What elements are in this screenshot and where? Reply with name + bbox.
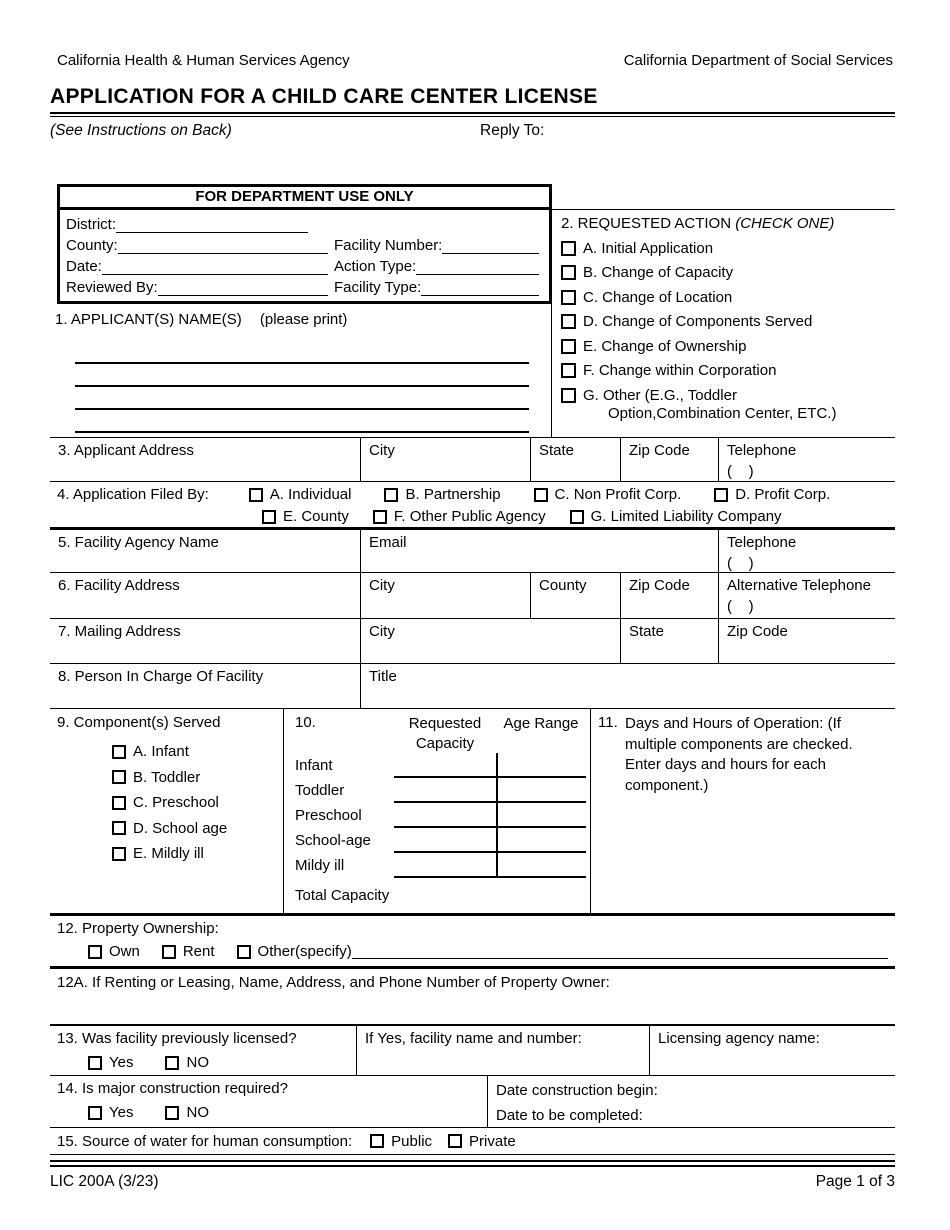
own-checkbox[interactable] — [88, 945, 102, 959]
other-action-checkbox[interactable] — [561, 388, 576, 403]
if-yes-facility-cell[interactable] — [356, 1026, 649, 1075]
infant-age-range-field[interactable] — [496, 753, 586, 778]
requested-action-header — [561, 215, 895, 232]
facility-telephone-paren: ( ) — [727, 555, 754, 572]
title-rule — [50, 112, 895, 117]
individual-checkbox[interactable] — [249, 488, 263, 502]
construction-dates-cell[interactable] — [487, 1076, 895, 1127]
action-option-change-ownership — [561, 338, 895, 355]
days-hours-section[interactable] — [590, 709, 895, 913]
mildly-ill-checkbox[interactable] — [112, 847, 126, 861]
action-option-change-components — [561, 313, 895, 330]
action-type-field-blank[interactable] — [416, 259, 539, 275]
mailing-zip-label: Zip Code — [727, 623, 788, 640]
partnership-checkbox[interactable] — [384, 488, 398, 502]
individual-label: A. Individual — [269, 486, 352, 503]
property-owner-label: 12A. If Renting or Leasing, Name, Address, and Phone Number of Property Owner: — [57, 974, 610, 991]
construction-begin-label: Date construction begin: — [496, 1082, 658, 1099]
public-agency-label: F. Other Public Agency — [393, 508, 546, 525]
partnership-label: B. Partnership — [405, 486, 501, 503]
water-public-option — [370, 1133, 432, 1150]
prev-licensed-yes-label: Yes — [109, 1054, 134, 1071]
preschool-age-range-field[interactable] — [496, 803, 586, 828]
capacity-row-preschool — [284, 803, 590, 828]
mailing-state-label: State — [629, 623, 665, 640]
capacity-section-number: 10. — [295, 714, 316, 731]
applicant-telephone-label: Telephone — [727, 442, 797, 459]
facility-number-label: Facility Number: — [334, 237, 443, 254]
days-hours-number: 11. — [598, 714, 618, 731]
infant-capacity-field[interactable] — [394, 753, 496, 778]
components-served-section — [50, 709, 283, 913]
department-use-box — [57, 184, 552, 304]
facility-city-label: City — [369, 577, 395, 594]
property-ownership-label: 12. Property Ownership: — [57, 920, 219, 937]
top-section — [50, 184, 895, 437]
rent-option — [162, 943, 215, 960]
capacity-infant-label: Infant — [295, 757, 333, 774]
toddler-checkbox[interactable] — [112, 770, 126, 784]
water-source-label: 15. Source of water for human consumption: — [57, 1132, 353, 1150]
agency-name: California Health & Human Services Agency — [57, 52, 350, 69]
preschool-capacity-field[interactable] — [394, 803, 496, 828]
component-preschool — [112, 794, 283, 811]
requested-action-section — [552, 209, 895, 437]
llc-checkbox[interactable] — [570, 510, 584, 524]
action-type-label: Action Type: — [334, 258, 417, 275]
county-label: County: — [66, 237, 118, 254]
applicant-state-label: State — [539, 442, 575, 459]
facility-type-field-blank[interactable] — [421, 280, 539, 296]
component-school-age — [112, 820, 283, 837]
county-row — [66, 233, 539, 254]
mailing-address-label: 7. Mailing Address — [58, 623, 181, 640]
form-number: LIC 200A (3/23) — [50, 1173, 159, 1190]
preschool-label: C. Preschool — [133, 794, 219, 811]
water-source-row — [50, 1127, 895, 1155]
filed-by-llc — [570, 508, 782, 525]
county-field-blank[interactable] — [118, 238, 328, 254]
own-label: Own — [109, 943, 140, 960]
capacity-toddler-label: Toddler — [295, 782, 345, 799]
prev-licensed-yes-checkbox[interactable] — [88, 1056, 102, 1070]
capacity-row-infant — [284, 753, 590, 778]
nonprofit-label: C. Non Profit Corp. — [554, 486, 682, 503]
filed-by-individual — [249, 486, 352, 503]
applicant-names-label: 1. APPLICANT(S) NAME(S) — [55, 311, 242, 328]
capacity-row-school-age — [284, 828, 590, 853]
other-ownership-checkbox[interactable] — [237, 945, 251, 959]
capacity-preschool-label: Preschool — [295, 807, 362, 824]
reviewed-by-field-blank[interactable] — [158, 280, 328, 296]
applicant-zip-cell[interactable] — [620, 438, 718, 481]
facility-telephone-label: Telephone — [727, 534, 797, 551]
applicant-names-section — [50, 304, 552, 437]
mailing-city-cell[interactable] — [360, 619, 620, 663]
filed-by-row — [50, 481, 895, 527]
district-row — [66, 212, 539, 233]
school-age-capacity-field[interactable] — [394, 828, 496, 853]
department-name: California Department of Social Services — [623, 52, 893, 69]
applicant-telephone-cell[interactable] — [718, 438, 895, 481]
alternative-telephone-label: Alternative Telephone — [727, 577, 871, 594]
mailing-city-label: City — [369, 623, 395, 640]
facility-number-field-blank[interactable] — [442, 238, 539, 254]
person-title-cell[interactable] — [360, 664, 895, 708]
facility-agency-row — [50, 527, 895, 572]
subtitle-row — [50, 122, 895, 140]
change-components-checkbox[interactable] — [561, 314, 576, 329]
applicant-address-cell[interactable] — [50, 438, 360, 481]
change-ownership-checkbox[interactable] — [561, 339, 576, 354]
school-age-label: D. School age — [133, 819, 228, 837]
private-water-label: Private — [469, 1132, 516, 1150]
previously-licensed-row — [50, 1024, 895, 1075]
rent-label: Rent — [182, 943, 215, 960]
facility-address-row — [50, 572, 895, 618]
prev-licensed-no-checkbox[interactable] — [165, 1056, 179, 1070]
reviewed-by-row — [66, 275, 539, 296]
construction-question-cell — [50, 1076, 487, 1127]
capacity-row-toddler — [284, 778, 590, 803]
county-option-label: E. County — [283, 508, 349, 525]
toddler-label: B. Toddler — [133, 768, 201, 786]
private-water-checkbox[interactable] — [448, 1134, 462, 1148]
initial-application-checkbox[interactable] — [561, 241, 576, 256]
other-ownership-specify-blank[interactable] — [352, 944, 888, 959]
llc-label: G. Limited Liability Company — [590, 508, 782, 525]
instructions-note: (See Instructions on Back) — [50, 122, 232, 139]
other-ownership-option — [237, 943, 352, 960]
reviewed-by-label: Reviewed By: — [66, 279, 158, 296]
if-yes-facility-label: If Yes, facility name and number: — [365, 1030, 582, 1047]
agency-header — [57, 52, 893, 69]
age-range-header: Age Range — [503, 715, 579, 732]
filed-by-partnership — [384, 486, 500, 503]
mailing-state-cell[interactable] — [620, 619, 718, 663]
component-infant — [112, 743, 283, 760]
components-served-label: 9. Component(s) Served — [57, 714, 221, 731]
profit-checkbox[interactable] — [714, 488, 728, 502]
requested-action-label: 2. REQUESTED ACTION — [561, 215, 732, 232]
component-mildly-ill — [112, 845, 283, 862]
facility-email-label: Email — [369, 534, 407, 551]
own-option — [88, 943, 140, 960]
date-label: Date: — [66, 258, 102, 275]
capacity-mildly-ill-label: Mildy ill — [295, 857, 345, 874]
initial-application-label: A. Initial Application — [583, 239, 714, 257]
components-capacity-row — [50, 708, 895, 913]
component-toddler — [112, 769, 283, 786]
infant-checkbox[interactable] — [112, 745, 126, 759]
school-age-age-range-field[interactable] — [496, 828, 586, 853]
page-title: APPLICATION FOR A CHILD CARE CENTER LICENSE — [50, 85, 598, 108]
applicant-state-cell[interactable] — [530, 438, 620, 481]
facility-address-cell[interactable] — [50, 573, 360, 618]
mildly-ill-capacity-field[interactable] — [394, 853, 496, 878]
construction-yes-option — [88, 1104, 133, 1121]
mailing-address-row — [50, 618, 895, 663]
applicant-name-line-1[interactable] — [75, 341, 529, 364]
top-left-column — [50, 184, 552, 437]
public-agency-checkbox[interactable] — [373, 510, 387, 524]
date-field-blank[interactable] — [102, 259, 328, 275]
footer — [50, 1173, 895, 1191]
applicant-city-cell[interactable] — [360, 438, 530, 481]
footer-rule — [50, 1160, 895, 1167]
action-option-change-corporation — [561, 362, 895, 379]
applicant-zip-label: Zip Code — [629, 442, 690, 459]
capacity-table-section — [283, 709, 590, 913]
applicant-telephone-paren: ( ) — [727, 463, 754, 480]
prev-licensed-yes-option — [88, 1054, 133, 1071]
filed-by-county — [262, 508, 349, 525]
facility-county-cell[interactable] — [530, 573, 620, 618]
mildly-ill-age-range-field[interactable] — [496, 853, 586, 878]
toddler-age-range-field[interactable] — [496, 778, 586, 803]
date-row — [66, 254, 539, 275]
profit-label: D. Profit Corp. — [735, 486, 831, 503]
alternative-telephone-cell[interactable] — [718, 573, 895, 618]
form-grid — [50, 437, 895, 1155]
days-hours-text: Days and Hours of Operation: (If multiple components are checked. Enter days and hours for each component.) — [625, 715, 853, 795]
construction-no-option — [165, 1104, 209, 1121]
capacity-row-mildly-ill — [284, 853, 590, 878]
capacity-table-header — [284, 714, 590, 753]
construction-no-checkbox[interactable] — [165, 1106, 179, 1120]
requested-action-hint: (CHECK ONE) — [735, 215, 835, 232]
nonprofit-checkbox[interactable] — [534, 488, 548, 502]
previously-licensed-cell — [50, 1026, 356, 1075]
property-ownership-row — [50, 913, 895, 966]
person-in-charge-label: 8. Person In Charge Of Facility — [58, 668, 264, 685]
change-ownership-label: E. Change of Ownership — [583, 337, 747, 355]
property-ownership-options — [88, 943, 888, 960]
infant-label: A. Infant — [133, 743, 189, 760]
person-in-charge-cell[interactable] — [50, 664, 360, 708]
change-capacity-checkbox[interactable] — [561, 265, 576, 280]
person-title-label: Title — [369, 668, 397, 685]
action-option-initial-application — [561, 240, 895, 257]
applicant-address-row — [50, 437, 895, 481]
applicant-name-line-4[interactable] — [75, 410, 529, 433]
filed-by-nonprofit — [534, 486, 682, 503]
construction-row — [50, 1075, 895, 1127]
alternative-telephone-paren: ( ) — [727, 598, 754, 615]
other-action-label-line2: Option,Combination Center, ETC.) — [608, 404, 837, 422]
facility-telephone-cell[interactable] — [718, 530, 895, 572]
applicant-names-hint: (please print) — [259, 311, 348, 328]
reply-to-label: Reply To: — [480, 122, 545, 139]
county-checkbox[interactable] — [262, 510, 276, 524]
applicant-address-label: 3. Applicant Address — [58, 442, 194, 459]
facility-city-cell[interactable] — [360, 573, 530, 618]
facility-email-cell[interactable] — [360, 530, 718, 572]
mailing-address-cell[interactable] — [50, 619, 360, 663]
toddler-capacity-field[interactable] — [394, 778, 496, 803]
change-location-label: C. Change of Location — [583, 288, 733, 306]
change-components-label: D. Change of Components Served — [583, 313, 813, 330]
district-field-blank[interactable] — [116, 217, 308, 233]
mildly-ill-label: E. Mildly ill — [133, 845, 204, 862]
total-capacity-label: Total Capacity — [295, 887, 390, 904]
requested-capacity-header: Requested Capacity — [408, 715, 482, 752]
facility-type-label: Facility Type: — [334, 279, 422, 296]
change-capacity-label: B. Change of Capacity — [583, 264, 734, 281]
construction-question: 14. Is major construction required? — [57, 1080, 288, 1097]
applicant-name-line-2[interactable] — [75, 364, 529, 387]
rent-checkbox[interactable] — [162, 945, 176, 959]
applicant-name-line-3[interactable] — [75, 387, 529, 410]
department-use-body — [60, 210, 549, 296]
prev-licensed-no-option — [165, 1054, 209, 1071]
filed-by-label: 4. Application Filed By: — [57, 486, 209, 503]
capacity-school-age-label: School-age — [295, 832, 371, 849]
action-option-change-capacity — [561, 264, 895, 281]
construction-yes-label: Yes — [109, 1104, 134, 1121]
property-owner-row[interactable] — [50, 966, 895, 1024]
public-water-checkbox[interactable] — [370, 1134, 384, 1148]
person-in-charge-row — [50, 663, 895, 708]
licensing-agency-label: Licensing agency name: — [658, 1030, 820, 1047]
other-ownership-label: Other(specify) — [257, 943, 352, 960]
change-corporation-checkbox[interactable] — [561, 363, 576, 378]
applicant-names-header — [55, 311, 541, 328]
change-corporation-label: F. Change within Corporation — [583, 362, 777, 379]
construction-yes-checkbox[interactable] — [88, 1106, 102, 1120]
filed-by-public-agency — [373, 508, 546, 525]
facility-address-label: 6. Facility Address — [58, 577, 180, 594]
water-private-option — [448, 1133, 516, 1150]
public-water-label: Public — [391, 1132, 433, 1150]
construction-no-label: NO — [186, 1104, 209, 1121]
change-location-checkbox[interactable] — [561, 290, 576, 305]
applicant-city-label: City — [369, 442, 395, 459]
previously-licensed-question: 13. Was facility previously licensed? — [57, 1030, 297, 1047]
other-action-label: G. Other (E.G., Toddler — [583, 386, 737, 404]
facility-agency-name-label: 5. Facility Agency Name — [58, 534, 219, 551]
action-option-change-location — [561, 289, 895, 306]
department-use-header: FOR DEPARTMENT USE ONLY — [60, 187, 549, 210]
licensing-agency-cell[interactable] — [649, 1026, 895, 1075]
filed-by-profit — [714, 486, 830, 503]
facility-county-label: County — [539, 577, 587, 594]
district-label: District: — [66, 216, 116, 233]
school-age-checkbox[interactable] — [112, 821, 126, 835]
components-served-list — [112, 743, 283, 862]
action-option-other — [561, 387, 895, 404]
mailing-zip-cell[interactable] — [718, 619, 895, 663]
facility-zip-label: Zip Code — [629, 577, 690, 594]
page-number: Page 1 of 3 — [815, 1173, 895, 1190]
facility-zip-cell[interactable] — [620, 573, 718, 618]
preschool-checkbox[interactable] — [112, 796, 126, 810]
prev-licensed-no-label: NO — [186, 1054, 209, 1071]
facility-agency-name-cell[interactable] — [50, 530, 360, 572]
construction-completed-label: Date to be completed: — [496, 1107, 643, 1124]
